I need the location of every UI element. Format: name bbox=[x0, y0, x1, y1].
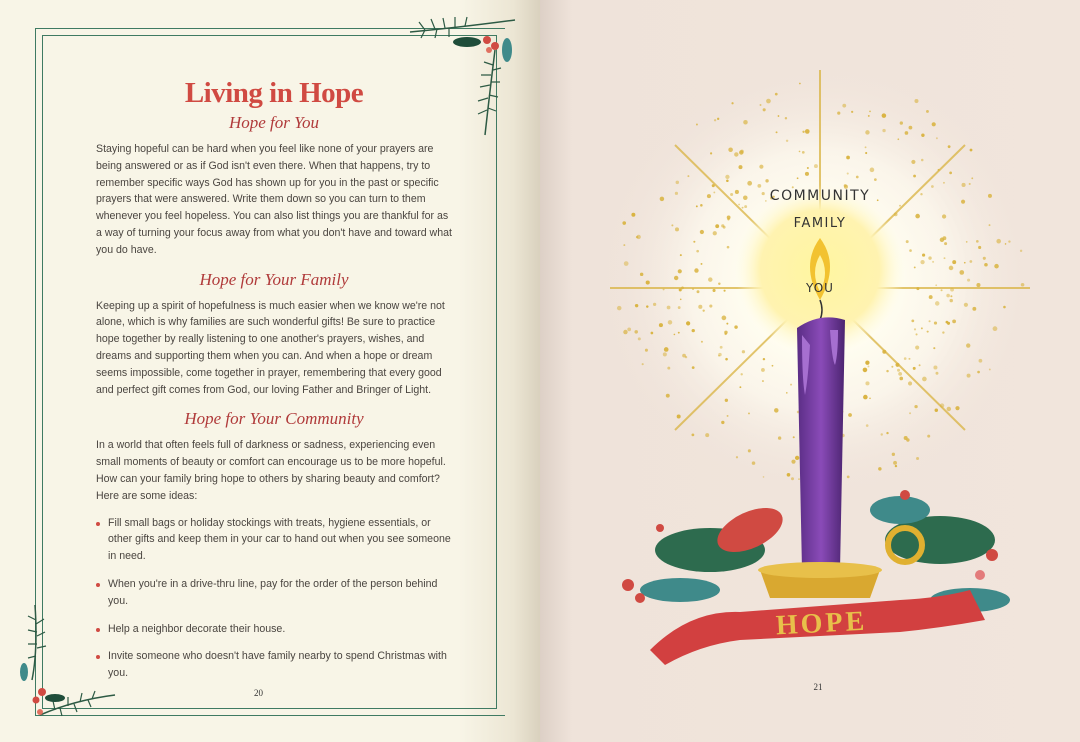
sparkle-dot bbox=[914, 405, 917, 408]
sparkle-dot bbox=[865, 361, 869, 365]
sparkle-dot bbox=[909, 249, 912, 252]
sparkle-dot bbox=[944, 257, 946, 259]
sparkle-dot bbox=[814, 164, 818, 168]
sparkle-dot bbox=[805, 129, 810, 134]
sparkle-dot bbox=[865, 381, 869, 385]
sparkle-dot bbox=[929, 295, 933, 299]
sparkle-dot bbox=[846, 156, 850, 160]
sparkle-dot bbox=[942, 236, 946, 240]
sparkle-dot bbox=[950, 295, 952, 297]
sparkle-dot bbox=[966, 343, 970, 347]
sparkle-dot bbox=[680, 254, 682, 256]
sparkle-dot bbox=[748, 412, 750, 414]
sparkle-dot bbox=[920, 193, 922, 195]
sparkle-dot bbox=[742, 207, 744, 209]
sparkle-dot bbox=[927, 331, 929, 333]
sparkle-dot bbox=[988, 194, 992, 198]
sparkle-dot bbox=[678, 306, 681, 309]
sparkle-dot bbox=[909, 126, 913, 130]
sparkle-dot bbox=[739, 386, 741, 388]
sparkle-dot bbox=[969, 183, 971, 185]
sparkle-dot bbox=[933, 366, 937, 370]
sparkle-dot bbox=[714, 119, 716, 121]
sparkle-dot bbox=[972, 307, 976, 311]
sparkle-dot bbox=[766, 99, 771, 104]
sparkle-dot bbox=[791, 477, 794, 480]
sparkle-dot bbox=[772, 365, 774, 367]
sparkle-dot bbox=[671, 224, 673, 226]
sparkle-dot bbox=[967, 279, 970, 282]
sparkle-dot bbox=[964, 262, 966, 264]
sparkle-dot bbox=[623, 330, 627, 334]
sparkle-dot bbox=[931, 185, 934, 188]
sparkle-dot bbox=[623, 244, 625, 246]
sparkle-dot bbox=[865, 152, 867, 154]
sparkle-dot bbox=[934, 321, 937, 324]
sparkle-dot bbox=[660, 197, 665, 202]
sparkle-dot bbox=[865, 130, 869, 134]
sparkle-dot bbox=[911, 160, 915, 164]
sparkle-dot bbox=[696, 250, 699, 253]
sparkle-dot bbox=[950, 299, 953, 302]
sparkle-dot bbox=[863, 395, 868, 400]
sparkle-dot bbox=[645, 349, 648, 352]
sparkle-dot bbox=[786, 392, 788, 394]
sparkle-dot bbox=[899, 205, 901, 207]
sparkle-dot bbox=[967, 374, 971, 378]
sparkle-dot bbox=[685, 356, 687, 358]
list-item: When you're in a drive-thru line, pay for the order of the person behind you. bbox=[96, 576, 452, 610]
sparkle-dot bbox=[909, 412, 911, 414]
sparkle-dot bbox=[653, 303, 656, 306]
sparkle-dot bbox=[1005, 243, 1007, 245]
sparkle-dot bbox=[926, 110, 929, 113]
sparkle-dot bbox=[627, 328, 631, 332]
sparkle-dot bbox=[734, 152, 738, 156]
sparkle-dot bbox=[659, 323, 663, 327]
sparkle-dot bbox=[761, 368, 765, 372]
sparkle-dot bbox=[913, 175, 916, 178]
sparkle-dot bbox=[663, 352, 667, 356]
sparkle-dot bbox=[680, 299, 682, 301]
sparkle-dot bbox=[700, 204, 703, 207]
sparkle-dot bbox=[802, 151, 805, 154]
sparkle-dot bbox=[915, 345, 919, 349]
sparkle-dot bbox=[863, 368, 868, 373]
sparkle-dot bbox=[805, 172, 809, 176]
sparkle-dot bbox=[891, 366, 893, 368]
sparkle-dot bbox=[961, 200, 965, 204]
sparkle-dot bbox=[701, 263, 703, 265]
sparkle-dot bbox=[763, 108, 766, 111]
sparkle-dot bbox=[881, 433, 883, 435]
sparkle-dot bbox=[635, 304, 638, 307]
sparkle-dot bbox=[738, 204, 740, 206]
sparkle-dot bbox=[869, 110, 871, 112]
sparkle-dot bbox=[762, 192, 765, 195]
sparkle-dot bbox=[955, 406, 959, 410]
sparkle-dot bbox=[787, 473, 791, 477]
sparkle-dot bbox=[727, 218, 729, 220]
sparkle-dot bbox=[697, 290, 700, 293]
sparkle-dot bbox=[725, 399, 728, 402]
sparkle-dot bbox=[946, 321, 949, 324]
sparkle-dot bbox=[687, 175, 689, 177]
sparkle-dot bbox=[865, 146, 867, 148]
sparkle-dot bbox=[874, 178, 877, 181]
sparkle-dot bbox=[763, 358, 765, 360]
sparkle-dot bbox=[638, 337, 641, 340]
sparkle-dot bbox=[922, 377, 927, 382]
sparkle-dot bbox=[908, 358, 910, 360]
sparkle-dot bbox=[730, 193, 733, 196]
sparkle-dot bbox=[717, 118, 719, 120]
sparkle-dot bbox=[799, 83, 801, 85]
sparkle-dot bbox=[842, 104, 846, 108]
sparkle-dot bbox=[1021, 283, 1025, 287]
sparkle-dot bbox=[897, 138, 899, 140]
sparkle-dot bbox=[913, 367, 916, 370]
sparkle-dot bbox=[935, 301, 940, 306]
sparkle-dot bbox=[948, 145, 951, 148]
sparkle-dot bbox=[736, 456, 738, 458]
list-item: Fill small bags or holiday stockings with treats, hygiene essentials, or other gifts and keep them in your car to hand out when you see someone in need. bbox=[96, 515, 452, 565]
sparkle-dot bbox=[866, 424, 869, 427]
sparkle-dot bbox=[949, 172, 952, 175]
sparkle-dot bbox=[790, 384, 792, 386]
sparkle-dot bbox=[898, 372, 902, 376]
sparkle-dot bbox=[786, 140, 788, 142]
list-item: Help a neighbor decorate their house. bbox=[96, 621, 452, 638]
sparkle-dot bbox=[741, 373, 743, 375]
sparkle-dot bbox=[726, 323, 728, 325]
sparkle-dot bbox=[675, 192, 678, 195]
sparkle-dot bbox=[622, 221, 626, 225]
sparkle-dot bbox=[696, 205, 698, 207]
sparkle-dot bbox=[791, 460, 795, 464]
sparkle-dot bbox=[735, 190, 739, 194]
sparkle-dot bbox=[984, 263, 988, 267]
sparkle-dot bbox=[709, 304, 712, 307]
sparkle-dot bbox=[793, 436, 795, 438]
sparkle-dot bbox=[715, 224, 719, 228]
sparkle-dot bbox=[807, 167, 809, 169]
sparkle-dot bbox=[727, 415, 729, 417]
article bbox=[96, 76, 452, 693]
sparkle-dot bbox=[617, 306, 622, 311]
sparkle-dot bbox=[904, 436, 908, 440]
sparkle-dot bbox=[797, 177, 799, 179]
sparkle-dot bbox=[743, 120, 748, 125]
sparkle-dot bbox=[978, 246, 981, 249]
sparkle-dot bbox=[928, 256, 931, 259]
sparkle-dot bbox=[868, 115, 870, 117]
section-heading: Hope for You bbox=[228, 113, 320, 132]
sparkle-dot bbox=[942, 214, 946, 218]
sparkle-dot bbox=[748, 449, 751, 452]
sparkle-dot bbox=[959, 270, 964, 275]
sparkle-dot bbox=[624, 261, 629, 266]
section-heading: Hope for Your Community bbox=[184, 409, 364, 429]
sparkle-dot bbox=[694, 268, 698, 272]
sparkle-dot bbox=[677, 414, 681, 418]
sparkle-dot bbox=[728, 147, 733, 152]
ideas-list bbox=[96, 515, 452, 682]
sparkle-dot bbox=[713, 289, 716, 292]
sparkle-dot bbox=[878, 467, 881, 470]
sparkle-dot bbox=[914, 328, 916, 330]
sparkle-dot bbox=[921, 327, 923, 329]
sparkle-dot bbox=[915, 214, 920, 219]
sparkle-dot bbox=[678, 332, 680, 334]
sparkle-dot bbox=[721, 421, 724, 424]
sparkle-dot bbox=[989, 369, 991, 371]
sparkle-dot bbox=[936, 372, 939, 375]
sparkle-dot bbox=[970, 149, 973, 152]
sparkle-dot bbox=[668, 320, 672, 324]
sparkle-dot bbox=[795, 456, 799, 460]
sparkle-dot bbox=[710, 152, 712, 154]
sparkle-dot bbox=[707, 194, 711, 198]
sparkle-dot bbox=[738, 165, 742, 169]
sparkle-dot bbox=[692, 366, 695, 369]
sparkle-dot bbox=[892, 453, 895, 456]
sparkle-dot bbox=[724, 290, 726, 292]
sparkle-dot bbox=[667, 306, 671, 310]
sparkle-dot bbox=[916, 333, 918, 335]
sparkle-dot bbox=[916, 457, 919, 460]
sparkle-dot bbox=[734, 325, 737, 328]
sparkle-dot bbox=[774, 408, 778, 412]
sparkle-dot bbox=[949, 266, 954, 271]
sparkle-dot bbox=[947, 407, 951, 411]
sparkle-dot bbox=[785, 117, 787, 119]
sparkle-dot bbox=[674, 334, 676, 336]
sparkle-dot bbox=[705, 433, 709, 437]
sparkle-dot bbox=[893, 461, 897, 465]
sparkle-dot bbox=[698, 305, 702, 309]
sparkle-dot bbox=[904, 357, 907, 360]
sparkle-dot bbox=[1003, 306, 1006, 309]
sparkle-dot bbox=[676, 181, 679, 184]
sparkle-dot bbox=[725, 175, 729, 179]
sparkle-dot bbox=[743, 196, 748, 201]
word-you: YOU bbox=[806, 281, 834, 295]
sparkle-dot bbox=[906, 240, 909, 243]
sparkle-dot bbox=[701, 341, 703, 343]
sparkle-dot bbox=[765, 179, 768, 182]
sparkle-dot bbox=[856, 176, 859, 179]
sparkle-dot bbox=[976, 283, 980, 287]
sparkle-dot bbox=[692, 329, 695, 332]
page-title: Living in Hope bbox=[184, 77, 364, 109]
sparkle-dot bbox=[740, 150, 744, 154]
section-body: Staying hopeful can be hard when you feel like none of your prayers are being answered or as if God isn't even there. When that happens, try to remember specific ways God has shown up for you in the past or specific prayers that were answered. Write them down so you can turn to them whenever you feel hopeless. You can also list things you are thankful for as a way of turning your focus away from what you don't have and toward what you do have. bbox=[96, 143, 452, 256]
sparkle-dot bbox=[646, 281, 650, 285]
sparkle-dot bbox=[927, 435, 930, 438]
sparkle-dot bbox=[744, 205, 747, 208]
sparkle-dot bbox=[899, 377, 903, 381]
sparkle-dot bbox=[696, 124, 698, 126]
sparkle-dot bbox=[763, 476, 765, 478]
sparkle-dot bbox=[760, 104, 762, 106]
sparkle-dot bbox=[742, 350, 745, 353]
sparkle-dot bbox=[667, 367, 670, 370]
sparkle-dot bbox=[922, 254, 925, 257]
sparkle-dot bbox=[666, 394, 670, 398]
sparkle-dot bbox=[765, 200, 767, 202]
sparkle-dot bbox=[983, 257, 986, 260]
sparkle-dot bbox=[946, 294, 950, 298]
sparkle-dot bbox=[976, 240, 979, 243]
sparkle-dot bbox=[952, 320, 956, 324]
sparkle-dot bbox=[678, 269, 682, 273]
sparkle-dot bbox=[886, 370, 888, 372]
sparkle-dot bbox=[664, 347, 669, 352]
sparkle-dot bbox=[802, 131, 804, 133]
sparkle-dot bbox=[932, 122, 936, 126]
sparkle-dot bbox=[977, 371, 980, 374]
list-item: Invite someone who doesn't have family nearby to spend Christmas with you. bbox=[96, 648, 452, 682]
sparkle-dot bbox=[847, 172, 849, 174]
sparkle-dot bbox=[718, 283, 720, 285]
sparkle-dot bbox=[798, 478, 800, 480]
sparkle-dot bbox=[703, 309, 705, 311]
sparkle-dot bbox=[778, 115, 780, 117]
sparkle-dot bbox=[725, 358, 728, 361]
sparkle-dot bbox=[868, 366, 870, 368]
sparkle-dot bbox=[722, 316, 727, 321]
sparkle-dot bbox=[905, 131, 909, 135]
sparkle-dot bbox=[747, 181, 752, 186]
sparkle-dot bbox=[971, 177, 973, 179]
sparkle-dot bbox=[720, 346, 723, 349]
sparkle-dot bbox=[966, 241, 968, 243]
sparkle-dot bbox=[675, 227, 679, 231]
sparkle-dot bbox=[877, 199, 879, 201]
sparkle-dot bbox=[936, 137, 938, 139]
sparkle-dot bbox=[642, 363, 644, 365]
sparkle-dot bbox=[964, 303, 968, 307]
sparkle-dot bbox=[726, 179, 729, 182]
sparkle-dot bbox=[1008, 240, 1010, 242]
section-body: In a world that often feels full of darkness or sadness, experiencing even small moments of beauty or comfort can encourage us to be more hopeful. How can your family bring hope to others by sharing beauty and comfort? Here are some ideas: bbox=[96, 439, 446, 502]
sparkle-dot bbox=[920, 260, 924, 264]
sparkle-dot bbox=[944, 242, 947, 245]
sparkle-dot bbox=[962, 183, 966, 187]
sparkle-dot bbox=[646, 305, 648, 307]
sparkle-dot bbox=[932, 261, 934, 263]
sparkle-dot bbox=[775, 93, 778, 96]
sparkle-dot bbox=[776, 131, 778, 133]
sparkle-dot bbox=[935, 409, 938, 412]
sparkle-dot bbox=[636, 236, 638, 238]
sparkle-dot bbox=[713, 231, 717, 235]
sparkle-dot bbox=[727, 246, 730, 249]
sparkle-dot bbox=[886, 432, 888, 434]
sparkle-dot bbox=[993, 326, 998, 331]
sparkle-dot bbox=[713, 191, 715, 193]
sparkle-dot bbox=[799, 151, 801, 153]
sparkle-dot bbox=[778, 436, 781, 439]
sparkle-dot bbox=[895, 465, 897, 467]
sparkle-dot bbox=[979, 359, 983, 363]
sparkle-dot bbox=[933, 347, 935, 349]
section-heading: Hope for Your Family bbox=[199, 269, 349, 289]
sparkle-dot bbox=[848, 413, 852, 417]
sparkle-dot bbox=[919, 364, 921, 366]
sparkle-dot bbox=[908, 381, 912, 385]
sparkle-dot bbox=[752, 461, 756, 465]
right-page bbox=[540, 0, 1080, 742]
sparkle-dot bbox=[724, 333, 726, 335]
sparkle-dot bbox=[718, 353, 721, 356]
sparkle-dot bbox=[911, 319, 914, 322]
word-community: COMMUNITY bbox=[769, 188, 871, 204]
sparkle-dot bbox=[693, 241, 695, 243]
sparkle-dot bbox=[674, 276, 678, 280]
sparkle-dot bbox=[969, 260, 972, 263]
sparkle-dot bbox=[989, 224, 991, 226]
sparkle-dot bbox=[921, 159, 924, 162]
sparkle-dot bbox=[757, 184, 761, 188]
sparkle-dot bbox=[837, 111, 840, 114]
sparkle-dot bbox=[941, 289, 943, 291]
page-number: 21 bbox=[813, 682, 823, 692]
sparkle-dot bbox=[897, 369, 900, 372]
section-body: Keeping up a spirit of hopefulness is much easier when we know we're not alone, which is why families are such wonderful gifts! Be sure to practice hope together by really listening to one another's prayers, wishes, and dreams and supporting them when you can. And when a hope or dream seems impossible, come together in prayer, remembering that every good and perfect gift comes from God, our loving Father and Bringer of Light. bbox=[96, 299, 445, 396]
sparkle-dot bbox=[882, 113, 887, 118]
sparkle-dot bbox=[640, 273, 643, 276]
sparkle-dot bbox=[762, 380, 764, 382]
sparkle-dot bbox=[929, 320, 931, 322]
sparkle-dot bbox=[935, 284, 937, 286]
sparkle-dot bbox=[851, 111, 853, 113]
sparkle-dot bbox=[952, 260, 956, 264]
sparkle-dot bbox=[731, 102, 733, 104]
sparkle-dot bbox=[943, 182, 945, 184]
sparkle-dot bbox=[651, 332, 654, 335]
sparkle-dot bbox=[870, 168, 875, 173]
page-number: 20 bbox=[254, 688, 263, 698]
banner-text: HOPE bbox=[775, 605, 868, 642]
sparkle-dot bbox=[869, 397, 871, 399]
sparkle-dot bbox=[900, 121, 903, 124]
sparkle-dot bbox=[691, 433, 694, 436]
sparkle-dot bbox=[708, 277, 712, 281]
sparkle-dot bbox=[847, 476, 850, 479]
sparkle-dot bbox=[1020, 250, 1022, 252]
sparkle-dot bbox=[996, 239, 1001, 244]
sparkle-dot bbox=[942, 331, 944, 333]
sparkle-dot bbox=[759, 165, 763, 169]
candle-illustration bbox=[540, 0, 1080, 742]
sparkle-dot bbox=[686, 321, 690, 325]
sparkle-dot bbox=[994, 264, 999, 269]
word-family: FAMILY bbox=[793, 216, 847, 231]
sparkle-dot bbox=[723, 226, 726, 229]
sparkle-dot bbox=[914, 99, 918, 103]
sparkle-dot bbox=[921, 134, 924, 137]
sparkle-dot bbox=[882, 129, 885, 132]
sparkle-dot bbox=[634, 330, 637, 333]
sparkle-dot bbox=[914, 266, 916, 268]
sparkle-dot bbox=[631, 213, 635, 217]
sparkle-dot bbox=[700, 230, 704, 234]
